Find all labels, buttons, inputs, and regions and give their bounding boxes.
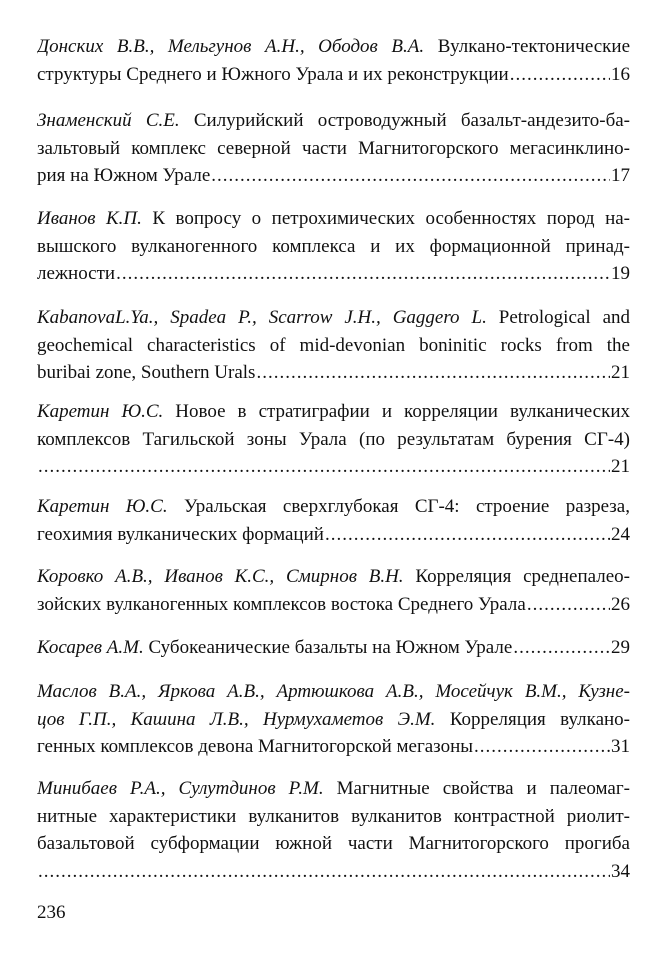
line-text [37,162,210,190]
toc-entry [37,304,630,387]
toc-title: лежности [37,263,116,284]
toc-entry-line [37,398,630,426]
toc-page-number: 29 [611,637,630,658]
toc-authors: Иванов К.П. [37,208,142,229]
toc-entry-last-line [37,359,630,387]
toc-entry-line [37,107,630,135]
dot-leader [256,359,610,387]
page-number: 236 [37,902,66,923]
toc-entry [37,678,630,761]
toc-title: структуры Среднего и Южного Урала и их реконструкции [37,63,509,85]
line-text [37,634,512,662]
toc-title: геохимия вулканических формаций [37,523,324,545]
toc-title: Магнитные свойства и палеомаг- [323,778,630,799]
toc-page-number: 21 [611,362,630,383]
line-text [37,61,509,89]
toc-title: нитные характеристики вулканитов вулканитов контрастной риолит- [37,805,630,827]
toc-authors: Маслов В.А., Яркова А.В., Артюшкова А.В., Мосейчук В.М., Кузне- [37,681,630,702]
toc-title: рия на Южном Урале [37,165,211,186]
toc-title: генных комплексов девона Магнитогорской мегазоны [37,736,473,757]
toc-entry-last-line [37,260,630,288]
toc-title: вышского вулканогенного комплекса и их формационной принад- [37,235,630,257]
dot-leader [211,162,610,190]
toc-authors: Каретин Ю.С. [37,496,168,517]
toc-entry-line [37,493,630,521]
toc-title: К вопросу о петрохимических особенностях пород на- [141,208,630,229]
toc-authors: Коровко А.В., Иванов К.С., Смирнов В.Н. [37,566,404,587]
toc-title: Субокеанические базальты на Южном Урале [143,637,513,658]
toc-entry-last-line [37,61,630,89]
toc-page-number: 34 [611,860,630,882]
toc-authors: Знаменский С.Е. [37,110,180,131]
toc-entry [37,398,630,481]
line-text [37,591,526,619]
line-text [37,260,115,288]
toc-title: buribai zone, Southern Urals [37,362,256,383]
toc-title: Силурийский островодужный базальт-андезито-ба- [179,110,630,131]
toc-authors: Каретин Ю.С. [37,401,164,422]
toc-entry-last-line [37,733,630,761]
toc-entry-last-line [37,591,630,619]
toc-entry [37,33,630,88]
toc-entry-line [37,426,630,454]
line-text [37,521,324,549]
toc-entry [37,493,630,548]
toc-entry-line [37,205,630,233]
dot-leader [510,61,610,89]
toc-entry-line [37,33,630,61]
toc-entry-line [37,135,630,163]
toc-entry [37,775,630,885]
toc-title: geochemical characteristics of mid-devonian boninitic rocks from the [37,334,630,356]
toc-page-number: 26 [611,593,630,615]
toc-authors: Минибаев Р.А., Сулутдинов Р.М. [37,778,324,799]
toc-page-number: 24 [611,523,630,545]
toc-title: комплексов Тагильской зоны Урала (по результатам бурения СГ-4) [37,428,630,450]
dot-leader [38,453,610,481]
toc-title: Вулкано-тектонические [424,36,630,57]
toc-entry-line [37,706,630,734]
toc-authors: Косарев А.М. [37,637,144,658]
dot-leader [38,858,610,886]
toc-page-number: 16 [611,63,630,85]
toc-authors: Донских В.В., Мельгунов А.Н., Ободов В.А. [37,36,425,57]
toc-title: базальтовой субформации южной части Магнитогорского прогиба [37,833,630,854]
toc-page-number: 31 [611,736,630,757]
toc-entry [37,563,630,618]
toc-entry-last-line [37,521,630,549]
toc-entry-last-line [37,634,630,662]
toc-entry [37,634,630,662]
toc-entry-last-line [37,453,630,481]
toc-page-number: 21 [611,456,630,477]
toc-entry [37,107,630,190]
toc-title: Уральская сверхглубокая СГ-4: строение разреза, [167,496,630,517]
toc-entry-last-line [37,858,630,886]
toc-page-number: 19 [611,263,630,284]
toc-entry-line [37,830,630,858]
dot-leader [116,260,610,288]
toc-authors: KabanovaL.Ya., Spadea P., Scarrow J.H., Gaggero L. [37,307,487,328]
toc-title: зальтовый комплекс северной части Магнитогорского мегасинклино- [37,137,630,159]
line-text [37,733,473,761]
toc-title: Новое в стратиграфии и корреляции вулканических [163,401,630,422]
toc-page-number: 17 [611,165,630,186]
line-text [37,359,255,387]
dot-leader [527,591,610,619]
dot-leader [325,521,610,549]
toc-entry-line [37,233,630,261]
toc-entry [37,205,630,288]
toc-title: Корреляция вулкано- [435,708,630,730]
dot-leader [474,733,610,761]
dot-leader [513,634,610,662]
toc-title: Корреляция среднепалео- [403,566,630,587]
toc-title: зойских вулканогенных комплексов востока Среднего Урала [37,593,526,615]
toc-authors: цов Г.П., Кашина Л.В., Нурмухаметов Э.М. [37,708,436,730]
toc-entry-last-line [37,162,630,190]
toc-entry-line [37,304,630,332]
toc-entry-line [37,678,630,706]
toc-entry-line [37,775,630,803]
toc-title: Petrological and [486,307,630,328]
toc-entry-line [37,332,630,360]
toc-entry-line [37,563,630,591]
toc-entry-line [37,803,630,831]
